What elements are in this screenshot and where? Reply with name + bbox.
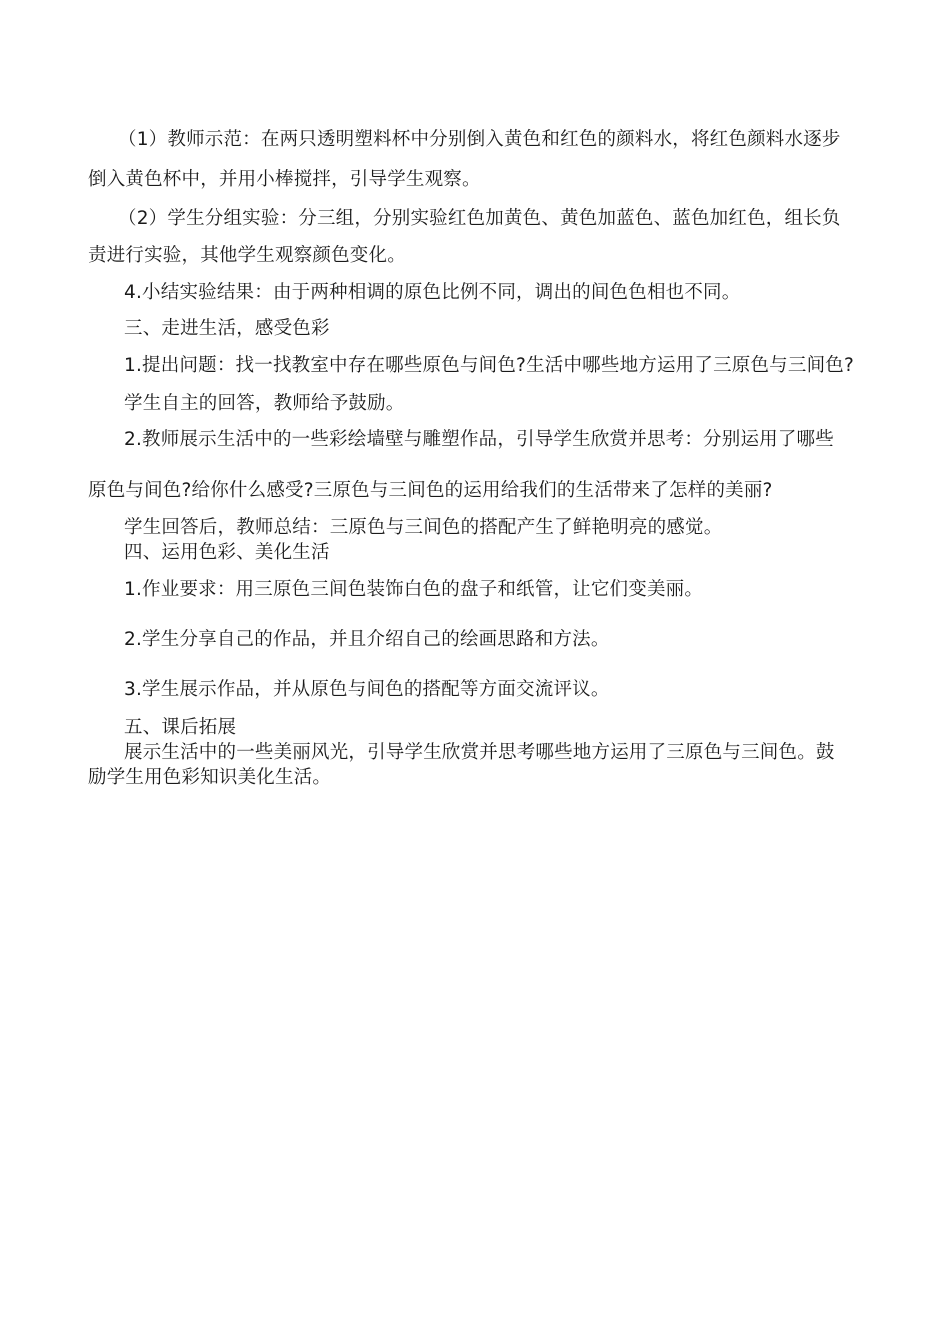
section-heading: 三、走进生活，感受色彩 bbox=[124, 318, 330, 339]
paragraph-line: 2.教师展示生活中的一些彩绘墙壁与雕塑作品，引导学生欣赏并思考：分别运用了哪些 bbox=[124, 429, 834, 450]
paragraph-line: 学生回答后，教师总结：三原色与三间色的搭配产生了鲜艳明亮的感觉。 bbox=[124, 517, 723, 538]
paragraph-line: 3.学生展示作品，并从原色与间色的搭配等方面交流评议。 bbox=[124, 679, 610, 700]
paragraph-line: 倒入黄色杯中，并用小棒搅拌，引导学生观察。 bbox=[88, 169, 481, 190]
paragraph-line: 2.学生分享自己的作品，并且介绍自己的绘画思路和方法。 bbox=[124, 629, 610, 650]
paragraph-line: 1.提出问题：找一找教室中存在哪些原色与间色?生活中哪些地方运用了三原色与三间色? bbox=[124, 355, 854, 376]
paragraph-line: 学生自主的回答，教师给予鼓励。 bbox=[124, 393, 405, 414]
paragraph-line: 原色与间色?给你什么感受?三原色与三间色的运用给我们的生活带来了怎样的美丽? bbox=[88, 480, 773, 501]
paragraph-line: 1.作业要求：用三原色三间色装饰白色的盘子和纸管，让它们变美丽。 bbox=[124, 579, 704, 600]
paragraph-line: 展示生活中的一些美丽风光，引导学生欣赏并思考哪些地方运用了三原色与三间色。鼓 bbox=[124, 742, 835, 763]
paragraph-line: 4.小结实验结果：由于两种相调的原色比例不同，调出的间色色相也不同。 bbox=[124, 282, 741, 303]
paragraph-line: （1）教师示范：在两只透明塑料杯中分别倒入黄色和红色的颜料水，将红色颜料水逐步 bbox=[118, 129, 841, 150]
paragraph-line: 励学生用色彩知识美化生活。 bbox=[88, 767, 332, 788]
section-heading: 四、运用色彩、美化生活 bbox=[124, 542, 330, 563]
section-heading: 五、课后拓展 bbox=[124, 717, 237, 738]
paragraph-line: 责进行实验，其他学生观察颜色变化。 bbox=[88, 245, 406, 266]
paragraph-line: （2）学生分组实验：分三组，分别实验红色加黄色、黄色加蓝色、蓝色加红色，组长负 bbox=[118, 208, 841, 229]
